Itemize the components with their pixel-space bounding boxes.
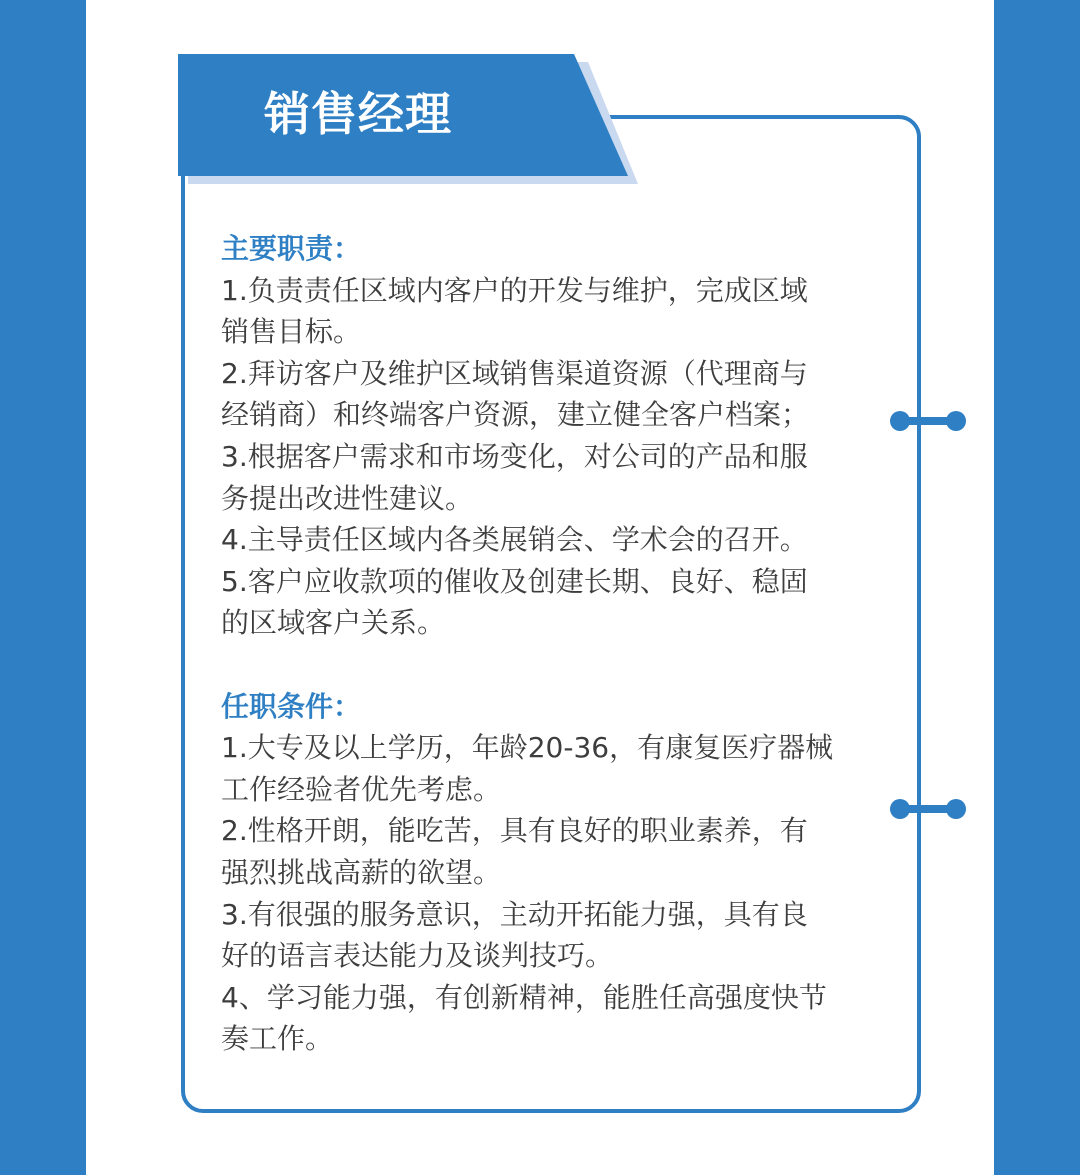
duty-line: 销售目标。 (221, 315, 362, 349)
duty-line: 4.主导责任区域内各类展销会、学术会的召开。 (221, 523, 808, 557)
binder-clip-icon (890, 411, 966, 431)
duty-line: 3.根据客户需求和市场变化，对公司的产品和服 (221, 439, 808, 473)
duty-line: 经销商）和终端客户资源，建立健全客户档案； (221, 398, 810, 432)
section-spacer (221, 644, 889, 686)
requirement-line: 4、学习能力强，有创新精神，能胜任高强度快节 (221, 980, 827, 1014)
requirement-line: 好的语言表达能力及谈判技巧。 (221, 939, 614, 973)
duty-line: 务提出改进性建议。 (221, 481, 474, 515)
duty-line: 2.拜访客户及维护区域销售渠道资源（代理商与 (221, 356, 808, 390)
section-heading-duties: 主要职责： (221, 232, 362, 265)
requirement-line: 3.有很强的服务意识，主动开拓能力强，具有良 (221, 897, 808, 931)
requirement-line: 强烈挑战高薪的欲望。 (221, 855, 502, 889)
binder-clip-icon (890, 799, 966, 819)
requirement-line: 2.性格开朗，能吃苦，具有良好的职业素养，有 (221, 814, 808, 848)
job-description (221, 228, 889, 1060)
requirement-line: 奏工作。 (221, 1022, 334, 1056)
section-heading-requirements: 任职条件： (221, 689, 362, 723)
job-title: 销售经理 (264, 87, 452, 141)
duty-line: 1.负责责任区域内客户的开发与维护，完成区域 (221, 273, 808, 307)
requirement-line: 工作经验者优先考虑。 (221, 772, 502, 806)
duty-line: 5.客户应收款项的催收及创建长期、良好、稳固 (221, 564, 808, 598)
duty-line: 的区域客户关系。 (221, 606, 446, 640)
requirement-line: 1.大专及以上学历，年龄20-36，有康复医疗器械 (221, 731, 834, 765)
